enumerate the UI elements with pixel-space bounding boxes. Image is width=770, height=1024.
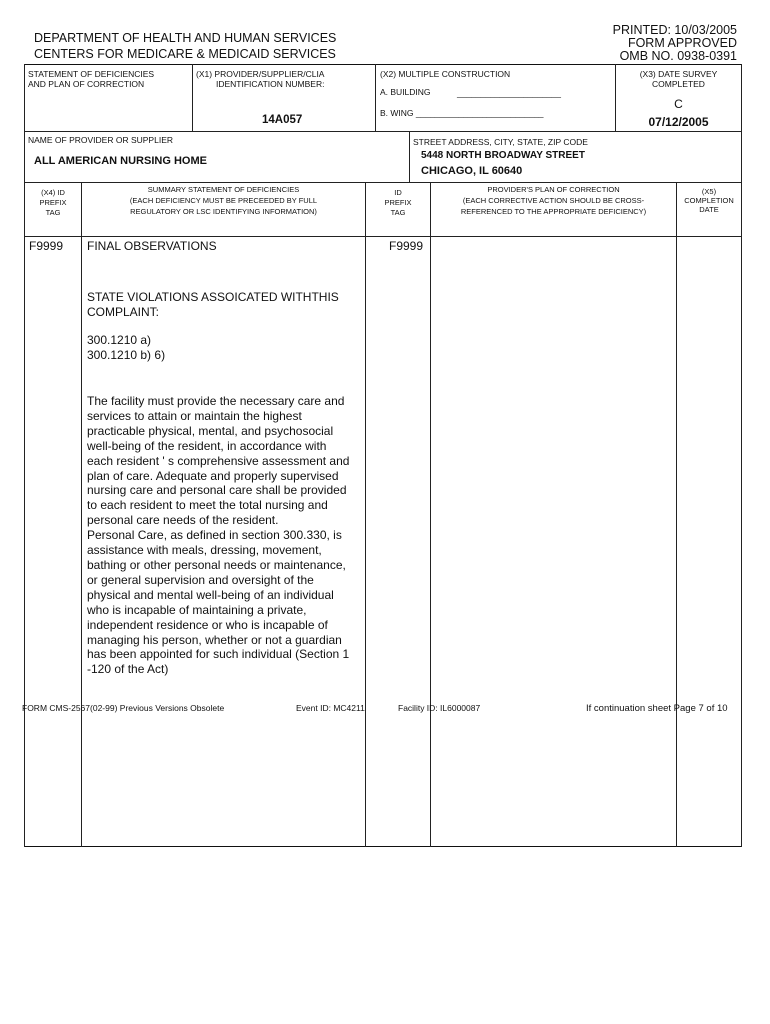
summary-header-1: SUMMARY STATEMENT OF DEFICIENCIES <box>147 185 300 194</box>
deficiency-title: FINAL OBSERVATIONS <box>87 239 217 253</box>
divider-col-summary <box>365 182 366 847</box>
state-violations-line-1: STATE VIOLATIONS ASSOICATED WITHTHIS <box>87 290 339 304</box>
text-line: services to attain or maintain the highest <box>87 408 302 423</box>
x3-label-2: COMPLETED <box>652 79 705 89</box>
x4-header-1: (X4) ID <box>41 188 65 197</box>
state-violations-line-2: COMPLAINT: <box>87 305 160 319</box>
form-number: FORM CMS-2567(02-99) Previous Versions Obsolete <box>22 703 225 713</box>
x1-label-1: (X1) PROVIDER/SUPPLIER/CLIA <box>196 69 325 79</box>
street-address: 5448 NORTH BROADWAY STREET <box>421 150 585 161</box>
omb-number: OMB NO. 0938-0391 <box>619 49 737 63</box>
x5-header-1: (X5) <box>701 187 717 196</box>
text-line: bathing or other personal needs or maintenance, <box>87 557 346 572</box>
frame-right-line <box>741 64 742 847</box>
x2-label: (X2) MULTIPLE CONSTRUCTION <box>380 69 511 79</box>
text-line: assistance with meals, dressing, movement, <box>87 543 322 558</box>
statement-label-1: STATEMENT OF DEFICIENCIES <box>28 69 155 79</box>
divider-col-tag <box>81 182 82 847</box>
text-line: who is incapable of maintaining a private, <box>87 602 307 617</box>
x1-label-2: IDENTIFICATION NUMBER: <box>216 79 325 89</box>
department-line-1: DEPARTMENT OF HEALTH AND HUMAN SERVICES <box>34 31 337 45</box>
plan-header-1: PROVIDER'S PLAN OF CORRECTION <box>487 185 620 194</box>
address-label: STREET ADDRESS, CITY, STATE, ZIP CODE <box>413 137 588 147</box>
printed-date: PRINTED: 10/03/2005 <box>612 23 737 37</box>
text-line: The facility must provide the necessary care and <box>87 394 345 408</box>
text-line: managing his person, whether or not a guardian <box>87 632 342 647</box>
text-line: to each resident to meet the total nursing and <box>87 498 328 513</box>
divider-address <box>409 131 410 183</box>
x4-header-3: TAG <box>45 208 61 217</box>
page-number: If continuation sheet Page 7 of 10 <box>586 703 728 714</box>
tag-left: F9999 <box>29 239 64 253</box>
divider-x1 <box>192 64 193 132</box>
text-line: Personal Care, as defined in section 300.330, is <box>87 528 342 543</box>
row-divider-3 <box>24 236 742 237</box>
wing-label: B. WING ___________________________ <box>380 108 544 118</box>
form-approved: FORM APPROVED <box>627 36 737 50</box>
text-line: plan of care. Adequate and properly supervised <box>87 468 339 483</box>
facility-id: Facility ID: IL6000087 <box>398 703 481 713</box>
tag-right: F9999 <box>389 239 424 253</box>
id-header-3: TAG <box>390 208 406 217</box>
plan-header-2: (EACH CORRECTIVE ACTION SHOULD BE CROSS- <box>462 196 645 205</box>
summary-header-3: REGULATORY OR LSC IDENTIFYING INFORMATION) <box>130 207 317 216</box>
event-id: Event ID: MC4211 <box>296 703 365 713</box>
x5-header-3: DATE <box>699 205 719 214</box>
text-line: physical and mental well-being of an individual <box>87 587 334 602</box>
rule-reference-1: 300.1210 a) <box>87 333 152 347</box>
text-line: each resident ' s comprehensive assessment and <box>87 453 350 468</box>
divider-x2 <box>375 64 376 132</box>
divider-col-id <box>430 182 431 847</box>
regulation-text <box>87 394 349 677</box>
summary-header-2: (EACH DEFICIENCY MUST BE PRECEEDED BY FULL <box>129 196 318 205</box>
row-divider-2 <box>24 182 742 183</box>
id-header-2: PREFIX <box>384 198 412 207</box>
frame-left-line <box>24 64 25 847</box>
survey-completed-date: 07/12/2005 <box>648 115 709 129</box>
x3-label-1: (X3) DATE SURVEY <box>639 69 718 79</box>
text-line: personal care needs of the resident. <box>87 513 279 528</box>
text-line: -120 of the Act) <box>87 662 169 677</box>
text-line: or general supervision and oversight of the <box>87 572 314 587</box>
text-line: practicable physical, mental, and psychosocial <box>87 423 334 438</box>
text-line: has been appointed for such individual (Section 1 <box>87 647 350 662</box>
provider-id-number: 14A057 <box>262 114 303 126</box>
x4-header-2: PREFIX <box>39 198 67 207</box>
row-divider-1 <box>24 131 742 132</box>
building-blank: ______________________ <box>457 88 562 98</box>
city-state-zip: CHICAGO, IL 60640 <box>421 165 523 177</box>
divider-col-plan <box>676 182 677 847</box>
department-line-2: CENTERS FOR MEDICARE & MEDICAID SERVICES <box>34 47 336 61</box>
statement-label-2: AND PLAN OF CORRECTION <box>28 79 145 89</box>
text-line: nursing care and personal care shall be provided <box>87 483 347 498</box>
x5-header-2: COMPLETION <box>684 196 734 205</box>
x3-code: C <box>674 97 683 111</box>
plan-header-3: REFERENCED TO THE APPROPRIATE DEFICIENCY) <box>460 207 647 216</box>
frame-top-line <box>24 64 742 65</box>
building-label: A. BUILDING <box>380 87 431 97</box>
text-line: independent residence or who is incapable of <box>87 617 328 632</box>
text-line: well-being of the resident, in accordance with <box>87 438 327 453</box>
frame-bottom-line <box>24 846 742 847</box>
rule-reference-2: 300.1210 b) 6) <box>87 348 166 362</box>
provider-name: ALL AMERICAN NURSING HOME <box>34 155 207 167</box>
id-header-1: ID <box>394 188 402 197</box>
provider-name-label: NAME OF PROVIDER OR SUPPLIER <box>28 135 173 145</box>
